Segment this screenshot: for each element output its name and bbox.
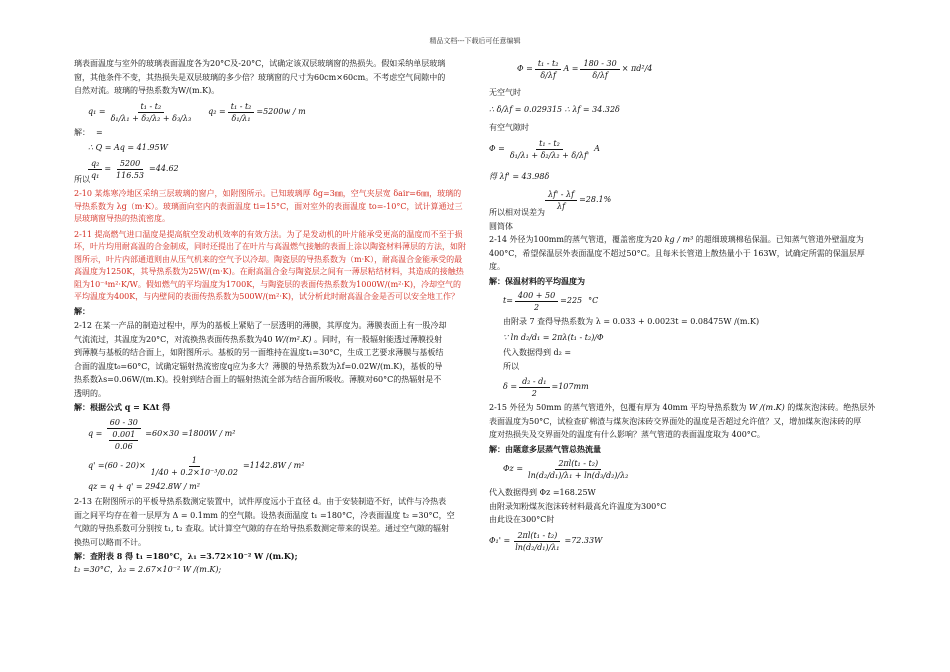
problem-2-12-line-4: 合面的温度t₀=60°C，试确定辐射热流密度q应为多大？薄膜的导热系数为λf=0.02W/(m.K)，基板的导 [74, 361, 443, 371]
substitute-phi-z: 代入数据得到 Φz =168.25W [489, 488, 596, 497]
problem-2-12-line-2-tail: 。同时，有一股辐射能透过薄膜投射 [314, 334, 443, 344]
q2-numerator: t₁ - t₂ [228, 101, 255, 113]
thickness-numerator: d₂ - d₁ [519, 376, 549, 388]
problem-2-14-text: 2-14 外径为100mm的蒸气管道，覆盖密度为20 [489, 235, 663, 244]
q-fraction [104, 417, 143, 452]
q-lhs: q = [88, 428, 103, 438]
ratio-value: =44.62 [149, 163, 179, 173]
equation-phi [517, 58, 889, 81]
avg-temp-value: =225 [560, 296, 583, 306]
assume-note: 由此设在300°C时 [489, 515, 555, 524]
solution-total-heat: 解：由题意多层蒸气管总热流量 [489, 443, 601, 454]
max-temperature-note: 由附录知粉煤灰泡沫砖材料最高允许温度为300°C [489, 501, 667, 511]
problem-2-12-line-2-text: 气流流过，其温度为20°C，对流换热表面传热系数为40 [74, 334, 273, 344]
relative-error-fraction [545, 189, 577, 212]
problem-2-12-unit: W/(m².K) [275, 334, 312, 344]
phi-numerator: t₁ - t₂ [535, 58, 562, 70]
phi-1-fraction [512, 530, 562, 553]
relative-error-label: 所以相对误差为 [489, 208, 545, 217]
problem-2-12-line-6: 透明的。 [74, 388, 106, 398]
phi-air-area: A [594, 143, 600, 153]
phi-1-value: =72.33W [564, 535, 603, 545]
problem-intro-line-3: 自然对流。玻璃的导热系数为W/(m.K)。 [74, 86, 220, 95]
problem-2-12-line-1: 2-12 在某一产品的制造过程中，厚为的基板上紧贴了一层透明的薄膜，其厚度为。薄膜表面上有一股冷却 [74, 321, 447, 330]
section-cylinder: 圆筒体 [489, 221, 513, 231]
total-Q-line: ∴ Q = Aq = 41.95W [88, 143, 168, 152]
ratio-fraction-1 [88, 158, 102, 181]
phi-z-fraction [525, 458, 631, 481]
lambda-f-prime: 得 λf' = 43.98δ [489, 171, 550, 181]
q-numerator: 60 - 30 [107, 417, 141, 429]
problem-intro-line-2: 窗，其他条件不变，其热损失是双层玻璃的多少倍？玻璃窗的尺寸为60cm×60cm。不考虑空气间隙中的 [74, 72, 446, 82]
avg-temp-numerator: 400 + 50 [515, 290, 558, 302]
problem-2-15-unit: W /(m.K) [748, 403, 785, 412]
ratio-fraction-2 [113, 158, 147, 181]
q1-denominator: δ₁/λ₁ + δ₂/λ₂ + δ₃/λ₃ [110, 113, 192, 123]
avg-temp-fraction [515, 290, 558, 313]
phi-fraction-2 [580, 58, 619, 81]
avg-temp-denominator: 2 [534, 303, 540, 312]
equation-thickness [503, 376, 889, 399]
solution-label-2: 解： [74, 305, 90, 316]
problem-2-12-line-5: 热系数λs=0.06W/(m.K)。投射到结合面上的辐射热流全部为结合面所吸收。薄膜对60°C的热辐射是不 [74, 375, 442, 384]
relative-error-value: =28.1% [579, 195, 612, 205]
problem-2-14-line-2: 400°C，希望保温层外表面温度不超过50°C。且每米长管道上散热量小于 163W，试确定所需的保温层厚 [489, 248, 865, 258]
with-air-label: 有空气隙时 [489, 123, 529, 132]
phi-denominator: δ/λf [540, 71, 556, 80]
solution-formula-line: 解：根据公式 q = KΔt 得 [74, 402, 171, 412]
problem-2-11: 2-11 提高燃气进口温度是提高航空发动机效率的有效方法。为了是发动机的叶片能承受更高的温度而不至于损坏，叶片均用耐高温的合金制成，同时还提出了在叶片与高温燃气接触的表面上涂以陶瓷材料薄层的方法，如附图所示，叶片内部通道则由从压气机来的空气予以冷却。陶瓷层的导热系数为（m·K），耐高温合金能承受的最高温度为1250K，其导热系数为25W/(m·K)。在耐高温合金与陶瓷层之间有一薄层粘结材料，其造成的接触热阻为10⁻⁴m²·K/W。假如燃气的平均温度为1700K，与陶瓷层的表面传热系数为1000W/(m²·K)，冷却空气的平均温度为400K，与内壁间的表面传热系数为500W/(m²·K)，试分析此时耐高温合金是否可以安全地工作？ [74, 229, 466, 301]
avg-temp-unit: °C [588, 296, 599, 306]
q2-value: =5200w / m [256, 106, 306, 116]
equation-q1-q2 [88, 101, 466, 124]
problem-2-10: 2-10 某炼寒冷地区采纳三层玻璃的窗户，如附图所示。已知玻璃厚 δg=3㎜，空气夹层宽 δair=6㎜，玻璃的导热系数为 λg（m·K）。玻璃面向室内的表面温度 ti=15°C，面对室外的表面温度 to=-10°C，试计算通过三层玻璃窗导热的热流密度。 [74, 189, 463, 223]
page-header: 精品文档---下载后可任意编辑 [429, 37, 521, 45]
phi-lhs: Φ = [517, 64, 533, 74]
problem-2-12-line-2 [74, 334, 466, 347]
q-prime-lhs: q' =(60 - 20)× [88, 460, 146, 470]
phi-denominator-2: δ/λf [592, 71, 608, 80]
log-diameter-equation: ∵ ln d₂/d₁ = 2πλ(t₁ - t₂)/Φ [503, 332, 604, 342]
equation-q-prime [74, 455, 466, 478]
phi-z-lhs: Φz = [503, 464, 524, 474]
q-prime-fraction [148, 455, 241, 478]
solution-lookup-line: 解：查附表 8 得 t₁ =180°C，λ₁ =3.72×10⁻² W /(m.K); [74, 551, 298, 561]
so-label: 所以 [503, 361, 519, 371]
problem-2-14-unit: kg / m³ [664, 235, 694, 244]
thickness-lhs: δ = [503, 382, 518, 392]
equation-q [74, 417, 466, 452]
q-prime-value: =1142.8W / m² [242, 460, 305, 470]
problem-2-14-line-3: 度。 [489, 262, 505, 271]
problem-intro-line-1: 璃表面温度与室外的玻璃表面温度各为20°C及-20°C，试确定该双层玻璃窗的热损失。假如采纳单层玻璃 [74, 59, 446, 68]
lookup-conductivity: 由附录 7 查得导热系数为 λ = 0.033 + 0.0023t = 0.08475W /(m.K) [503, 317, 760, 326]
q-denominator-fraction [109, 429, 138, 452]
ratio-denominator-1: q₁ [91, 170, 100, 180]
substitute-label: 代入数据得到 d₂ = [503, 348, 572, 357]
phi-1-lhs: Φ₁' = [489, 535, 511, 545]
phi-1-denominator: ln(d₂/d₁)/λ₁ [515, 542, 560, 552]
problem-2-14-line-1 [489, 234, 889, 247]
phi-numerator-2: 180 - 30 [580, 58, 619, 70]
phi-z-numerator: 2πl(t₁ - t₂) [555, 458, 601, 470]
equation-qz: qz = q + q' = 2942.8W / m² [88, 481, 200, 491]
q2-denominator: δ₁/λ₁ [231, 113, 251, 123]
phi-z-denominator: ln(d₂/d₁)/λ₁ + ln(d₃/d₂)/λ₂ [528, 471, 629, 480]
q-denominator-top: 0.001 [109, 429, 138, 441]
phi-1-numerator: 2πl(t₁ - t₂) [514, 530, 560, 542]
solution-lookup-line-2: t₂ =30°C，λ₂ = 2.67×10⁻² W /(m.K); [74, 564, 222, 574]
problem-2-13-line-1: 2-13 在附图所示的平板导热系数测定装置中，试件厚度远小于直径 d。由于安装制造不好，试件与冷热表 [74, 497, 447, 506]
equation-phi-air [489, 138, 889, 161]
ratio-equation: $\frac{\text{q₂}}{\text{q₁}}$ = $\frac{5200}{116.53}$ =44.62 [74, 158, 466, 181]
ratio-denominator-2: 116.53 [116, 170, 145, 180]
phi-air-numerator: t₁ - t₂ [536, 138, 563, 150]
ratio-numerator-2: 5200 [117, 158, 143, 170]
q1-equals: = [96, 127, 103, 137]
q1-fraction [108, 101, 195, 124]
problem-2-13-line-2: 面之间平均存在着一层厚为 Δ = 0.1mm 的空气隙。设热表面温度 t₁ =180°C，冷表面温度 t₂ =30°C，空 [74, 510, 455, 520]
ratio-label: 所以 [74, 174, 90, 184]
thickness-denominator: 2 [531, 389, 537, 398]
equation-phi-1 [489, 530, 889, 553]
no-air-label: 无空气时 [489, 88, 521, 97]
phi-air-lhs: Φ = [489, 143, 505, 153]
q-prime-denominator: 1/40 + 0.2×10⁻³/0.02 [150, 467, 238, 477]
q1-lhs: q₁ = [88, 106, 106, 116]
problem-2-15-line-1 [489, 402, 889, 415]
phi-area: × πd²/4 [621, 64, 653, 74]
q-denominator [104, 429, 143, 452]
q2-lhs: q₂ = [208, 106, 226, 116]
solution-label: 解： [74, 127, 90, 137]
thickness-fraction [519, 376, 549, 399]
problem-2-13-line-4: 换热可以略而不计。 [74, 537, 146, 547]
relative-error-denominator: λf [557, 202, 566, 211]
left-column [74, 58, 466, 577]
solution-avg-temp: 解：保温材料的平均温度为 [489, 275, 585, 286]
problem-2-15-tail: 的煤灰泡沫砖。绝热层外 [787, 403, 876, 412]
no-air-equation: ∴ δ/λf = 0.029315 ∴ λf = 34.32δ [489, 104, 620, 114]
problem-2-15-line-2: 表面温度为50°C，试检查矿棉渣与煤灰泡沫砖交界面处的温度是否超过允许值？又，增加煤灰泡沫砖的厚 [489, 416, 862, 426]
problem-2-15-line-3: 度对热损失及交界面处的温度有什么影响？蒸气管道的表面温度取为 400°C。 [489, 430, 765, 439]
q1-numerator: t₁ - t₂ [138, 101, 165, 113]
phi-area-symbol: A = [563, 64, 579, 74]
ratio-numerator-1: q₂ [88, 158, 102, 170]
q-prime-numerator: 1 [189, 455, 200, 467]
q-value: =60×30 =1800W / m² [145, 428, 236, 438]
q-denominator-bottom: 0.06 [114, 441, 133, 451]
equation-avg-temp [503, 290, 889, 313]
right-column [489, 58, 889, 556]
relative-error-numerator: λf' - λf [545, 189, 577, 201]
phi-air-fraction [507, 138, 592, 161]
thickness-value: =107mm [551, 382, 589, 392]
solution-label-row [74, 127, 466, 140]
equation-phi-z [503, 458, 889, 481]
problem-2-12-line-3: 到薄膜与基板的结合面上，如附图所示。基板的另一面维持在温度t₁=30°C，生成工艺要求薄膜与基板结 [74, 348, 444, 357]
problem-2-15-text: 2-15 外径为 50mm 的蒸气管道外，包覆有厚为 40mm 平均导热系数为 [489, 403, 747, 412]
phi-air-denominator: δ₁/λ₁ + δ₂/λ₂ + δ/λf' [509, 150, 590, 160]
avg-temp-lhs: t= [503, 296, 513, 306]
problem-2-13-line-3: 气隙的导热系数可分别按 t₁, t₂ 查取。试计算空气隙的存在给导热系数测定带来的误差。通过空气隙的辐射 [74, 524, 450, 533]
q2-fraction [228, 101, 255, 124]
phi-fraction [535, 58, 562, 81]
problem-2-14-tail: 的超细玻璃棉毡保温。已知蒸气管道外壁温度为 [695, 235, 864, 244]
